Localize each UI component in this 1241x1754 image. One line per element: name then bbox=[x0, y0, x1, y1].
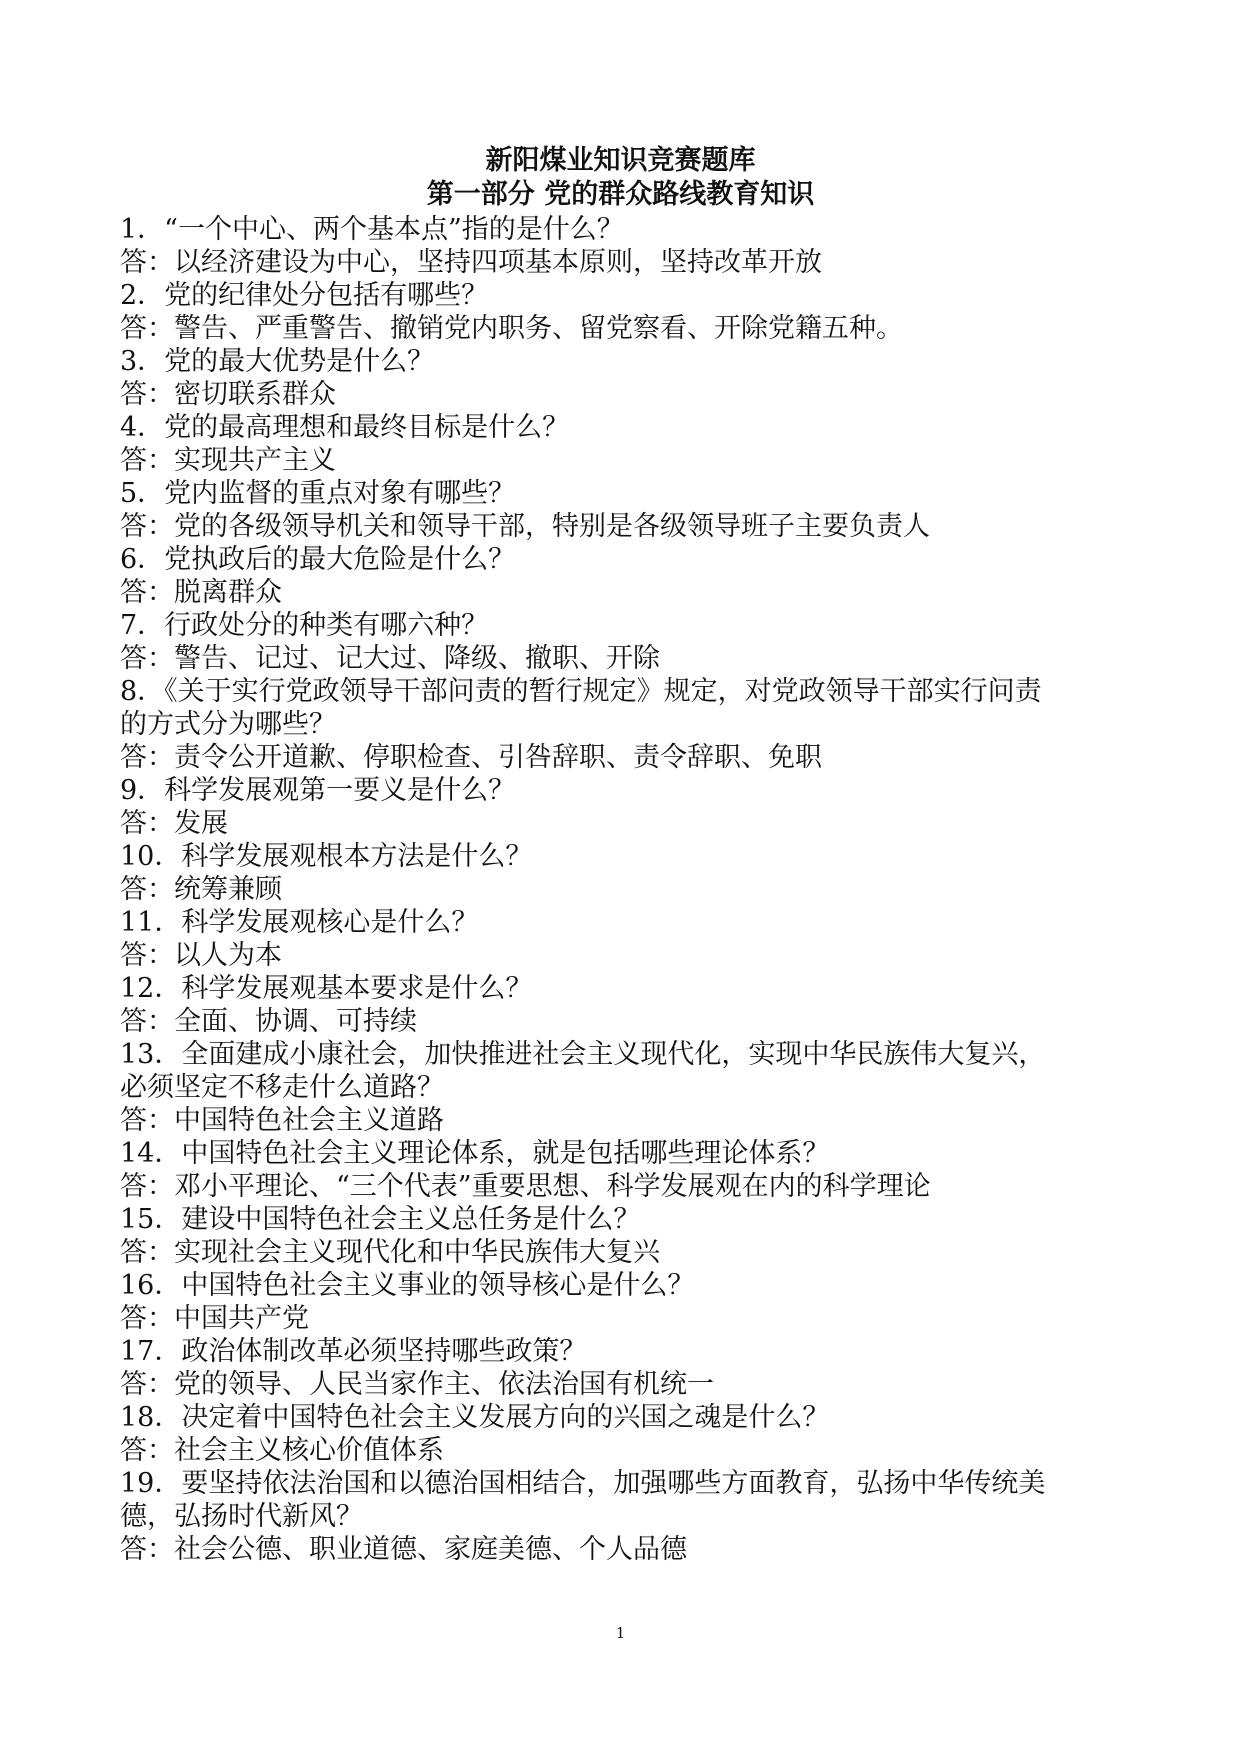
text-line: 18．决定着中国特色社会主义发展方向的兴国之魂是什么？ bbox=[120, 1402, 830, 1433]
text-line: 答：社会主义核心价值体系 bbox=[120, 1435, 444, 1466]
text-line: 答：统筹兼顾 bbox=[120, 874, 282, 905]
text-line: 答：警告、严重警告、撤销党内职务、留党察看、开除党籍五种。 bbox=[120, 313, 903, 344]
text-line: 5．党内监督的重点对象有哪些？ bbox=[120, 478, 516, 509]
text-line: 19．要坚持依法治国和以德治国相结合，加强哪些方面教育，弘扬中华传统美 bbox=[120, 1468, 1046, 1499]
text-line: 答：以人为本 bbox=[120, 940, 282, 971]
document-title: 新阳煤业知识竞赛题库 bbox=[485, 145, 756, 176]
text-line: 答：党的领导、人民当家作主、依法治国有机统一 bbox=[120, 1369, 714, 1400]
text-line: 答：警告、记过、记大过、降级、撤职、开除 bbox=[120, 643, 660, 674]
text-line: 答：邓小平理论、“三个代表”重要思想、科学发展观在内的科学理论 bbox=[120, 1171, 931, 1202]
text-line: 答：责令公开道歉、停职检查、引咎辞职、责令辞职、免职 bbox=[120, 742, 822, 773]
text-line: 答：实现共产主义 bbox=[120, 445, 336, 476]
qa-content bbox=[120, 213, 1130, 1566]
text-line: 1．“一个中心、两个基本点”指的是什么？ bbox=[120, 214, 624, 245]
text-line: 17．政治体制改革必须坚持哪些政策？ bbox=[120, 1336, 587, 1367]
text-line: 8．《关于实行党政领导干部问责的暂行规定》规定，对党政领导干部实行问责 bbox=[120, 676, 1042, 707]
text-line: 答：党的各级领导机关和领导干部，特别是各级领导班子主要负责人 bbox=[120, 511, 930, 542]
text-line: 答：发展 bbox=[120, 808, 228, 839]
text-line: 答：中国共产党 bbox=[120, 1303, 309, 1334]
text-line: 16．中国特色社会主义事业的领导核心是什么？ bbox=[120, 1270, 695, 1301]
text-line: 德，弘扬时代新风？ bbox=[120, 1501, 363, 1532]
text-line: 答：以经济建设为中心，坚持四项基本原则，坚持改革开放 bbox=[120, 247, 822, 278]
page-number: 1 bbox=[615, 1624, 626, 1642]
text-line: 答：中国特色社会主义道路 bbox=[120, 1105, 444, 1136]
text-line: 2．党的纪律处分包括有哪些？ bbox=[120, 280, 489, 311]
text-line: 10．科学发展观根本方法是什么？ bbox=[120, 841, 533, 872]
text-line: 答：密切联系群众 bbox=[120, 379, 336, 410]
text-line: 4．党的最高理想和最终目标是什么？ bbox=[120, 412, 570, 443]
text-line: 必须坚定不移走什么道路？ bbox=[120, 1072, 444, 1103]
section-title: 第一部分 党的群众路线教育知识 bbox=[426, 179, 815, 210]
text-line: 的方式分为哪些？ bbox=[120, 709, 336, 740]
text-line: 3．党的最大优势是什么？ bbox=[120, 346, 435, 377]
text-line: 答：全面、协调、可持续 bbox=[120, 1006, 417, 1037]
text-line: 11．科学发展观核心是什么？ bbox=[120, 907, 479, 938]
text-line: 答：脱离群众 bbox=[120, 577, 282, 608]
text-line: 12．科学发展观基本要求是什么？ bbox=[120, 973, 533, 1004]
text-line: 14．中国特色社会主义理论体系，就是包括哪些理论体系？ bbox=[120, 1138, 830, 1169]
text-line: 13．全面建成小康社会，加快推进社会主义现代化，实现中华民族伟大复兴， bbox=[120, 1039, 1046, 1070]
text-line: 7．行政处分的种类有哪六种？ bbox=[120, 610, 489, 641]
text-line: 9．科学发展观第一要义是什么？ bbox=[120, 775, 516, 806]
text-line: 答：社会公德、职业道德、家庭美德、个人品德 bbox=[120, 1534, 687, 1565]
text-line: 答：实现社会主义现代化和中华民族伟大复兴 bbox=[120, 1237, 660, 1268]
text-line: 15．建设中国特色社会主义总任务是什么？ bbox=[120, 1204, 641, 1235]
text-line: 6．党执政后的最大危险是什么？ bbox=[120, 544, 516, 575]
